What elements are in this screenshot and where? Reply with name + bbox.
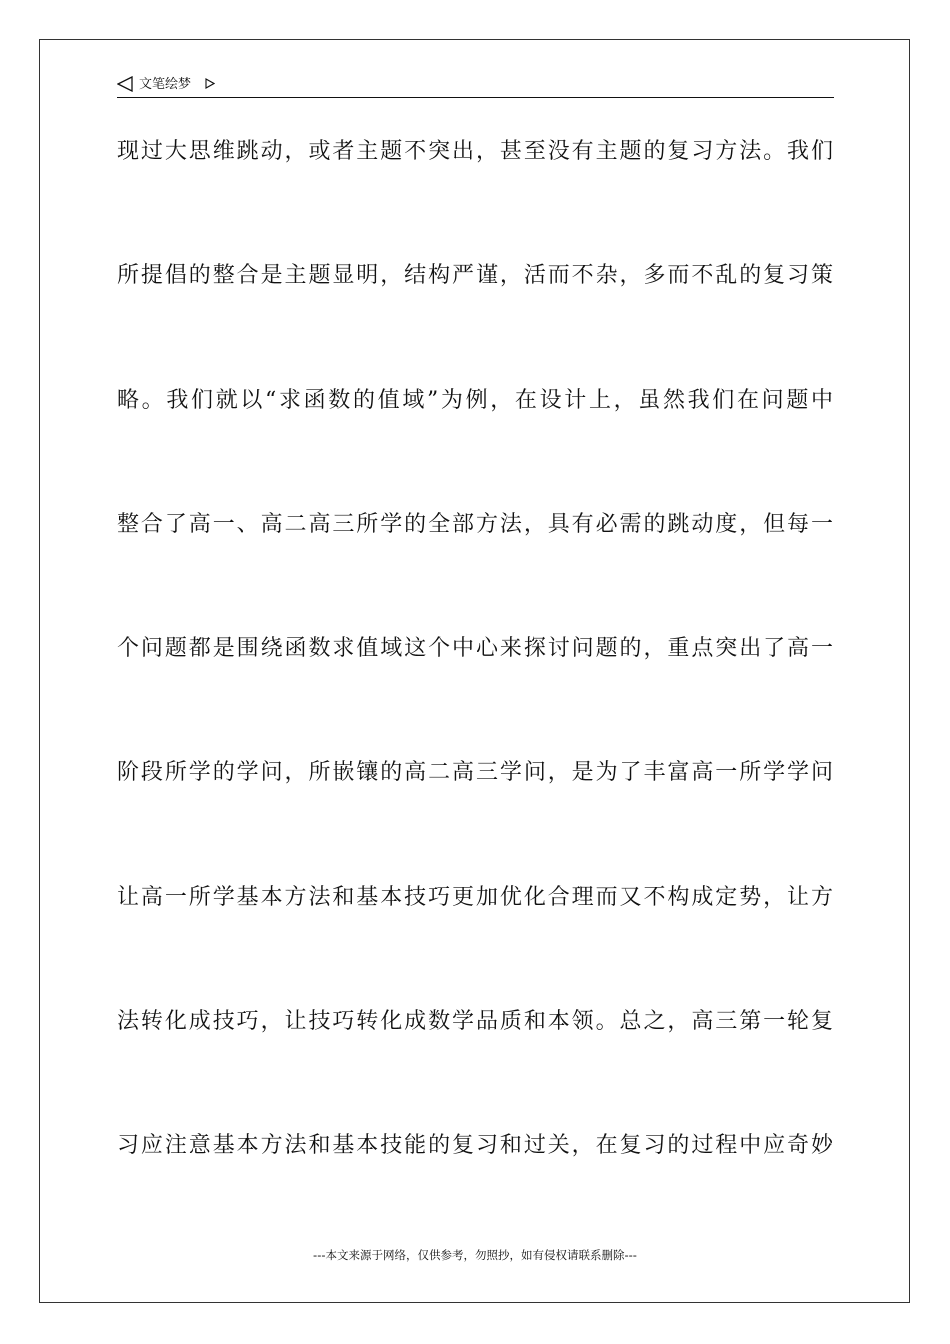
text-line: 习应注意基本方法和基本技能的复习和过关，在复习的过程中应奇妙: [117, 1133, 833, 1159]
triangle-right-icon: [205, 78, 215, 89]
text-line: 阶段所学的学问，所嵌镶的高二高三学问，是为了丰富高一所学学问: [117, 760, 833, 786]
header-title: 文笔绘梦: [139, 77, 192, 92]
text-line: 现过大思维跳动，或者主题不突出，甚至没有主题的复习方法。我们: [117, 139, 833, 164]
text-line: 个问题都是围绕函数求值域这个中心来探讨问题的，重点突出了高一: [117, 636, 833, 662]
body-text: [117, 127, 833, 1246]
text-line: 整合了高一、高二高三所学的全部方法，具有必需的跳动度，但每一: [117, 511, 833, 537]
footer-disclaimer: ---本文来源于网络，仅供参考，勿照抄，如有侵权请联系删除---: [313, 1248, 637, 1262]
text-line: 所提倡的整合是主题显明，结构严谨，活而不杂，多而不乱的复习策: [117, 263, 833, 289]
page-header: [117, 74, 834, 98]
text-line: 略。我们就以“求函数的值域”为例，在设计上，虽然我们在问题中: [117, 387, 833, 413]
triangle-left-icon: [117, 76, 133, 92]
text-line: 法转化成技巧，让技巧转化成数学品质和本领。总之，高三第一轮复: [117, 1009, 833, 1035]
text-line: 让高一所学基本方法和基本技巧更加优化合理而又不构成定势，让方: [117, 884, 833, 910]
